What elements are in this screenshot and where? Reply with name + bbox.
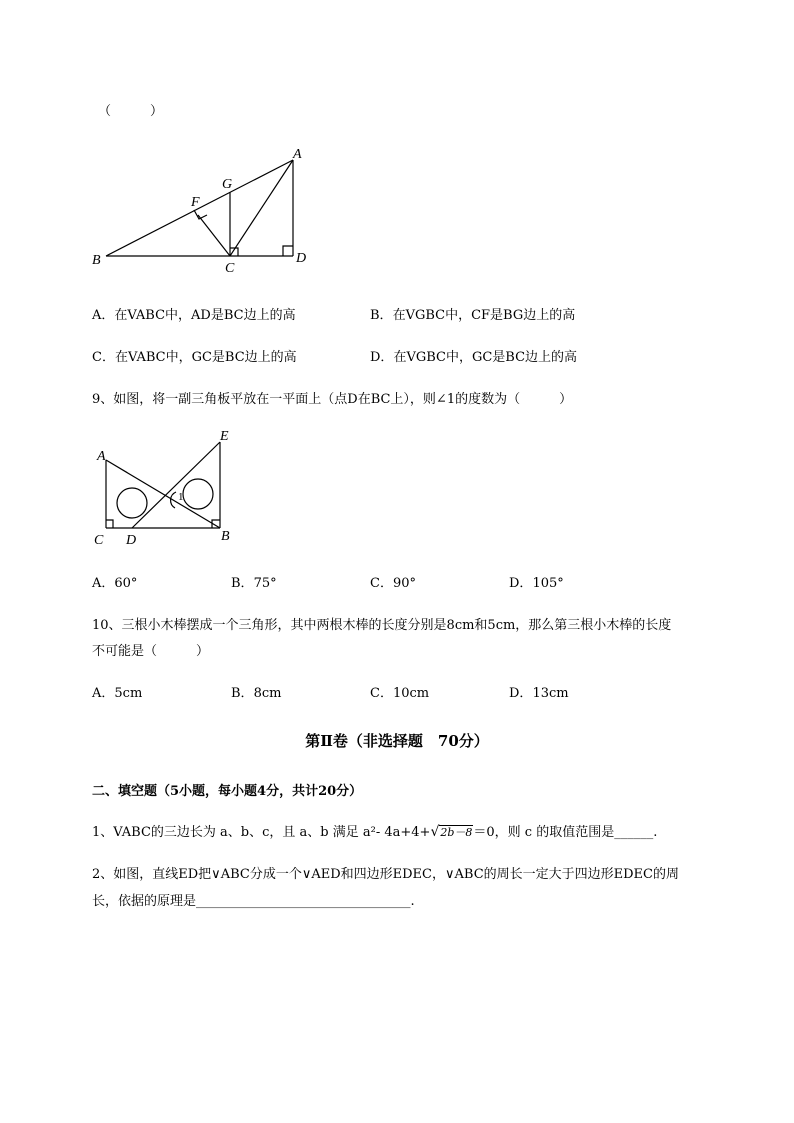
option-text: 5cm: [114, 686, 143, 701]
q10-option-d[interactable]: [509, 682, 569, 701]
option-text: 在VABC中，AD是BC边上的高: [114, 308, 296, 323]
fill-question-2-line2: 长，依据的原理是_________________________________.: [92, 894, 415, 909]
option-text: 75°: [253, 576, 277, 591]
option-text: 105°: [532, 576, 564, 591]
option-letter: C．: [370, 576, 393, 591]
option-text: 在VGBC中，CF是BG边上的高: [392, 308, 576, 323]
fill1-text-pre: 1、VABC的三边长为 a、b、c，且 a、b 满足 a²- 4a+4+: [92, 825, 431, 840]
q9-label-d: D: [126, 533, 137, 548]
q8-option-c[interactable]: [92, 346, 297, 365]
q8-label-f: F: [191, 195, 200, 210]
q9-label-a: A: [97, 449, 106, 464]
q9-option-c[interactable]: [370, 572, 416, 591]
q10-option-c[interactable]: [370, 682, 429, 701]
q8-option-b[interactable]: [370, 304, 575, 323]
q10-stem-line1: 10、三根小木棒摆成一个三角形，其中两根木棒的长度分别是8cm和5cm，那么第三根小木棒的长度: [92, 618, 672, 633]
q8-label-c: C: [225, 261, 235, 275]
q10-option-b[interactable]: [231, 682, 281, 701]
option-text: 在VABC中，GC是BC边上的高: [114, 350, 297, 365]
part2-title: 第Ⅱ卷（非选择题 70分）: [305, 732, 489, 750]
q9-stem: 9、如图，将一副三角板平放在一平面上（点D在BC上），则∠1的度数为（ ）: [92, 392, 573, 407]
q8-label-g: G: [222, 177, 233, 192]
q8-option-d[interactable]: [370, 346, 577, 365]
fill1-sqrt-radicand: 2b－8: [440, 826, 473, 839]
option-text: 8cm: [253, 686, 282, 701]
q8-triangle-figure: [85, 140, 325, 275]
option-text: 60°: [114, 576, 138, 591]
option-letter: A．: [92, 576, 115, 591]
option-letter: A．: [92, 308, 115, 323]
option-letter: D．: [509, 576, 533, 591]
section-heading: 二、填空题（5小题，每小题4分，共计20分）: [92, 784, 363, 799]
q9-option-d[interactable]: [509, 572, 564, 591]
option-letter: D．: [509, 686, 533, 701]
option-letter: D．: [370, 350, 394, 365]
option-letter: B．: [231, 686, 254, 701]
fill-question-1: [92, 821, 657, 840]
q8-label-d: D: [296, 251, 307, 266]
option-letter: A．: [92, 686, 115, 701]
option-text: 在VGBC中，GC是BC边上的高: [393, 350, 578, 365]
q8-answer-bracket: （ ）: [98, 104, 164, 119]
q10-stem-line2: 不可能是（ ）: [92, 644, 210, 659]
q9-angle-1-label: 1: [178, 491, 184, 503]
q8-label-a: A: [293, 147, 302, 162]
option-text: 90°: [392, 576, 416, 591]
q8-option-a[interactable]: [92, 304, 296, 323]
q9-option-a[interactable]: [92, 572, 137, 591]
q9-label-c: C: [94, 533, 104, 548]
option-text: 10cm: [392, 686, 430, 701]
option-letter: B．: [231, 576, 254, 591]
q10-option-a[interactable]: [92, 682, 142, 701]
q8-label-b: B: [92, 253, 101, 268]
sqrt-icon: √: [430, 824, 440, 840]
option-text: 13cm: [532, 686, 569, 701]
option-letter: B．: [370, 308, 393, 323]
fill1-text-post: ＝0，则 c 的取值范围是______.: [473, 825, 658, 840]
q9-label-e: E: [220, 429, 229, 444]
q9-triangle-set-figure: [88, 424, 248, 549]
q9-label-b: B: [221, 529, 230, 544]
option-letter: C．: [92, 350, 115, 365]
option-letter: C．: [370, 686, 393, 701]
fill-question-2-line1: 2、如图，直线ED把∨ABC分成一个∨AED和四边形EDEC，∨ABC的周长一定大于四边形EDEC的周: [92, 867, 679, 882]
q9-option-b[interactable]: [231, 572, 277, 591]
